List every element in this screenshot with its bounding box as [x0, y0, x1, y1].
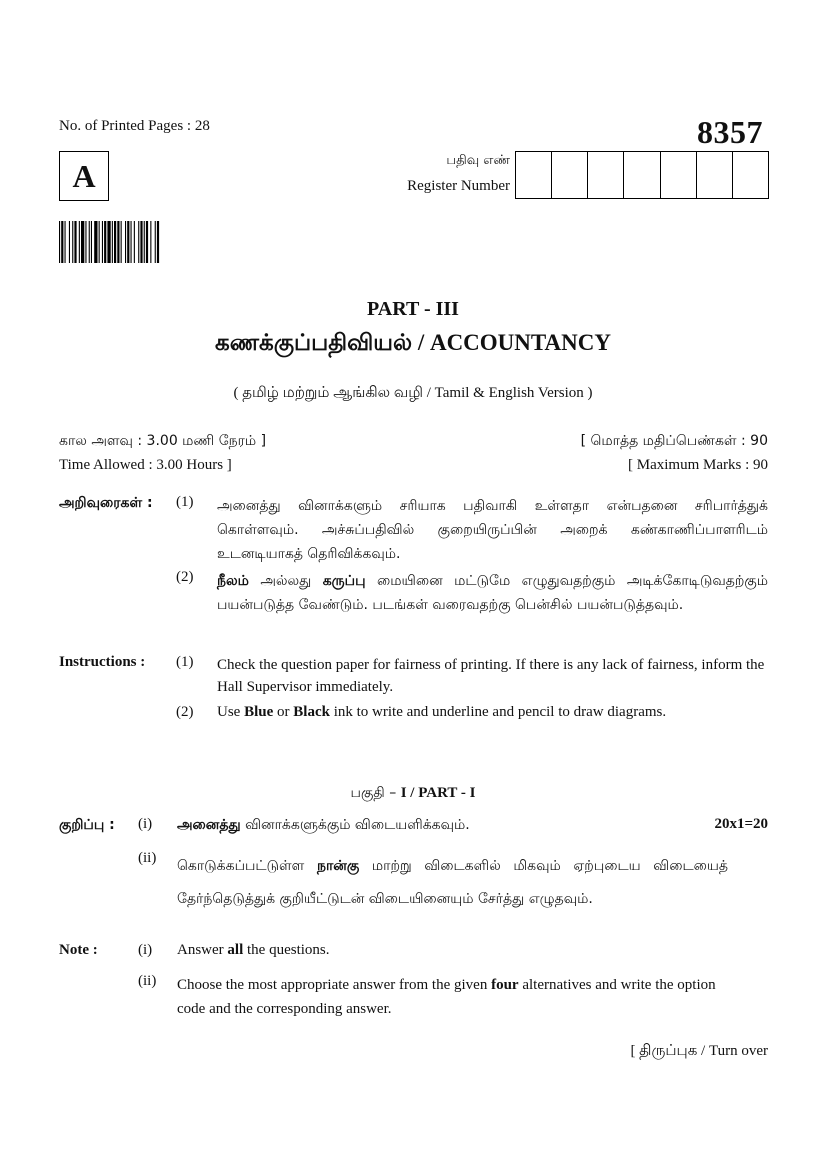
or-word-tamil: அல்லது [248, 573, 323, 589]
subject-title: கணக்குப்பதிவியல் / ACCOUNTANCY [215, 330, 611, 355]
or-word: or [273, 704, 294, 720]
register-digit-cell[interactable] [661, 152, 697, 198]
note-tamil-number-i: (i) [138, 816, 153, 832]
note-english-label: Note : [59, 942, 98, 958]
barcode-bar [157, 221, 159, 263]
instruction-tamil-number-2: (2) [176, 569, 194, 585]
use-word: Use [217, 704, 245, 720]
part-one-marks: 20x1=20 [714, 816, 768, 832]
barcode-bar [74, 221, 76, 263]
barcode-bar [69, 221, 70, 263]
register-number-boxes [515, 151, 769, 199]
all-word: all [227, 942, 244, 958]
note-english-i [177, 942, 330, 959]
instruction-tamil-1: அனைத்து வினாக்களும் சரியாக பதிவாகி உள்ளதா என்பதனை சரிபார்த்துக் கொள்ளவும். அச்சுப்பதிவில் குறையிருப்பின் அறைக் கண்காணிப்பாளரிடம் உடனடியாகத் தெரிவிக்கவும். [217, 498, 768, 562]
register-digit-cell[interactable] [516, 152, 552, 198]
barcode-bar [91, 221, 92, 263]
register-digit-cell[interactable] [552, 152, 588, 198]
instructions-tamil-label: அறிவுரைகள் : [59, 495, 153, 511]
note-tamil-ii [177, 850, 728, 916]
register-digit-cell[interactable] [588, 152, 624, 198]
barcode-bar [81, 221, 84, 263]
four-word-tamil: நான்கு [316, 858, 360, 874]
barcode-bar [99, 221, 100, 263]
note-english-ii-start: Choose the most appropriate answer from the given [177, 977, 492, 993]
barcode-bar [125, 221, 126, 263]
barcode-bar [61, 221, 63, 263]
time-allowed-english: Time Allowed : 3.00 Hours ] [59, 457, 232, 473]
barcode-bar [114, 221, 116, 263]
barcode-bar [85, 221, 86, 263]
register-digit-cell[interactable] [624, 152, 660, 198]
turn-over: [ திருப்புக / Turn over [630, 1043, 768, 1059]
register-label-tamil: பதிவு எண் [446, 153, 510, 168]
note-tamil-i [177, 817, 470, 835]
part-title: PART - III [367, 298, 459, 320]
note-tamil-ii-start: கொடுக்கப்பட்டுள்ள [177, 858, 317, 874]
instruction-english-number-2: (2) [176, 704, 194, 720]
barcode-bar [65, 221, 66, 263]
instruction-english-number-1: (1) [176, 654, 194, 670]
barcode-bar [155, 221, 156, 263]
barcode-bar [146, 221, 148, 263]
instruction-tamil-number-1: (1) [176, 494, 194, 510]
barcode-bar [112, 221, 113, 263]
barcode-bar [79, 221, 80, 263]
barcode-bar [127, 221, 129, 263]
note-tamil-number-ii: (ii) [138, 850, 157, 866]
four-word: four [491, 977, 519, 993]
barcode-bar [134, 221, 135, 263]
barcode-bar [144, 221, 145, 263]
part-one-heading [0, 785, 826, 803]
barcode-bar [138, 221, 139, 263]
barcode-bar [102, 221, 103, 263]
printed-pages: No. of Printed Pages : 28 [59, 118, 210, 134]
part-one-heading-tamil: பகுதி – [350, 785, 401, 801]
blue-word: Blue [244, 704, 274, 720]
barcode-bar [59, 221, 60, 263]
note-english-number-i: (i) [138, 942, 153, 958]
register-label-english: Register Number [407, 178, 510, 194]
barcode-bar [94, 221, 97, 263]
barcode-bar [131, 221, 132, 263]
part-one-heading-english: I / PART - I [400, 785, 476, 801]
barcode-bar [121, 221, 122, 263]
paper-code: 8357 [697, 114, 763, 150]
note-english-i-rest: the questions. [243, 942, 330, 958]
note-english-ii [177, 973, 732, 1021]
instruction-tamil-2-rest: மையினை மட்டுமே எழுதுவதற்கும் அடிக்கோடிடுவதற்கும் பயன்படுத்த வேண்டும். படங்கள் வரைவதற்கு பென்சில் பயன்படுத்தவும். [217, 573, 768, 613]
instruction-english-1: Check the question paper for fairness of printing. If there is any lack of fairness, inform the Hall Supervisor immediately. [217, 657, 765, 695]
barcode-bar [140, 221, 142, 263]
black-word: Black [293, 704, 330, 720]
barcode [59, 221, 237, 263]
barcode-bar [117, 221, 119, 263]
all-word-tamil: அனைத்து [177, 817, 241, 833]
note-english-ii-rest: alternatives and write the option code and the corresponding answer. [177, 977, 716, 1017]
instructions-english-label: Instructions : [59, 654, 146, 670]
maximum-marks-english: [ Maximum Marks : 90 [628, 457, 768, 473]
set-letter: A [72, 157, 96, 194]
version-line: ( தமிழ் மற்றும் ஆங்கில வழி / Tamil & English Version ) [233, 385, 593, 401]
note-tamil-ii-rest: மாற்று விடைகளில் மிகவும் ஏற்புடைய விடையைத் தேர்ந்தெடுத்துக் குறியீட்டுடன் விடையினையும் சேர்த்து எழுதவும். [177, 858, 728, 907]
barcode-bar [72, 221, 73, 263]
note-tamil-label: குறிப்பு : [59, 817, 115, 833]
set-letter-box [59, 151, 109, 201]
note-english-number-ii: (ii) [138, 973, 157, 989]
register-digit-cell[interactable] [733, 152, 768, 198]
barcode-bar [89, 221, 90, 263]
register-digit-cell[interactable] [697, 152, 733, 198]
barcode-bar [107, 221, 110, 263]
instruction-english-2-rest: ink to write and underline and pencil to draw diagrams. [329, 704, 667, 720]
time-allowed-tamil: கால அளவு : 3.00 மணி நேரம் ] [59, 433, 267, 449]
blue-word-tamil: நீலம் [217, 573, 249, 589]
instruction-tamil-2 [217, 569, 768, 617]
black-word-tamil: கருப்பு [322, 573, 366, 589]
answer-word: Answer [177, 942, 228, 958]
barcode-bar [104, 221, 106, 263]
instruction-english-2 [217, 704, 666, 721]
note-tamil-i-rest: வினாக்களுக்கும் விடையளிக்கவும். [240, 817, 470, 833]
maximum-marks-tamil: [ மொத்த மதிப்பெண்கள் : 90 [580, 433, 768, 449]
barcode-bar [150, 221, 151, 263]
